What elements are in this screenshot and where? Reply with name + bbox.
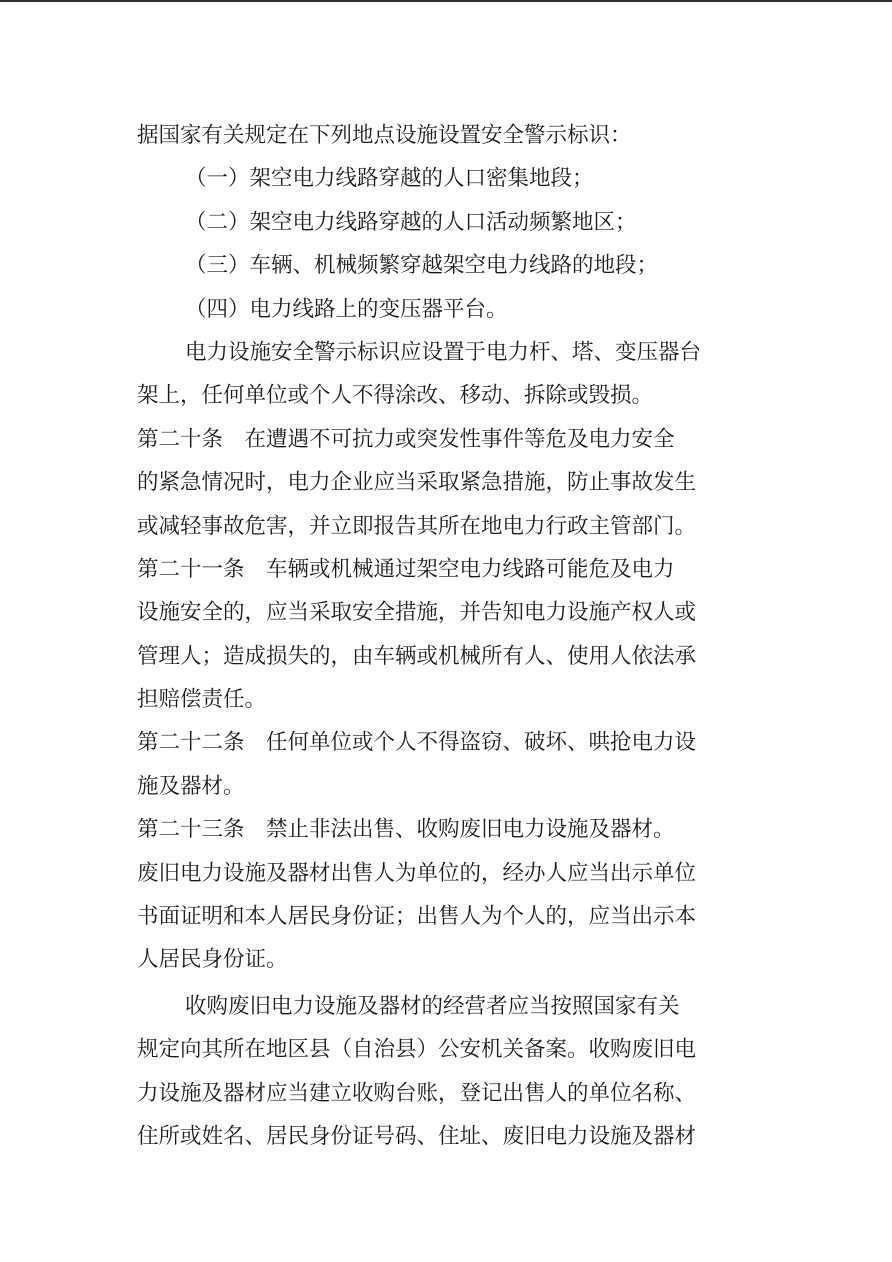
article-21-heading-line: 第二十一条 车辆或机械通过架空电力线路可能危及电力	[137, 556, 675, 582]
text-line: 规定向其所在地区县（自治县）公安机关备案。收购废旧电	[137, 1037, 697, 1063]
list-item-4: （四）电力线路上的变压器平台。	[185, 296, 508, 322]
list-item-2: （二）架空电力线路穿越的人口活动频繁地区；	[185, 209, 637, 235]
text-line: 管理人；造成损失的，由车辆或机械所有人、使用人依法承	[137, 643, 697, 669]
list-item-1: （一）架空电力线路穿越的人口密集地段；	[185, 166, 594, 192]
text-line: 住所或姓名、居民身份证号码、住址、废旧电力设施及器材	[137, 1123, 697, 1149]
paragraph-start: 收购废旧电力设施及器材的经营者应当按照国家有关	[185, 993, 680, 1019]
article-20-heading-line: 第二十条 在遭遇不可抗力或突发性事件等危及电力安全	[137, 426, 675, 452]
article-23-heading-line: 第二十三条 禁止非法出售、收购废旧电力设施及器材。	[137, 817, 675, 843]
text-line: 书面证明和本人居民身份证；出售人为个人的，应当出示本	[137, 904, 697, 930]
text-line: 的紧急情况时，电力企业应当采取紧急措施，防止事故发生	[137, 470, 697, 496]
text-line: 或减轻事故危害，并立即报告其所在地电力行政主管部门。	[137, 513, 697, 539]
list-item-3: （三）车辆、机械频繁穿越架空电力线路的地段；	[185, 253, 659, 279]
paragraph-start: 电力设施安全警示标识应设置于电力杆、塔、变压器台	[185, 339, 702, 365]
page-top-border	[0, 0, 892, 2]
text-line: 力设施及器材应当建立收购台账，登记出售人的单位名称、	[137, 1080, 697, 1106]
document-body	[137, 114, 759, 1158]
text-line: 担赔偿责任。	[137, 687, 267, 713]
text-line: 废旧电力设施及器材出售人为单位的，经办人应当出示单位	[137, 860, 697, 886]
text-line: 施及器材。	[137, 773, 245, 799]
text-line: 据国家有关规定在下列地点设施设置安全警示标识：	[137, 123, 632, 148]
text-line: 架上，任何单位或个人不得涂改、移动、拆除或毁损。	[137, 383, 654, 409]
text-line: 设施安全的，应当采取安全措施，并告知电力设施产权人或	[137, 600, 697, 626]
text-line: 人居民身份证。	[137, 947, 288, 973]
article-22-heading-line: 第二十二条 任何单位或个人不得盗窃、破坏、哄抢电力设	[137, 730, 697, 756]
